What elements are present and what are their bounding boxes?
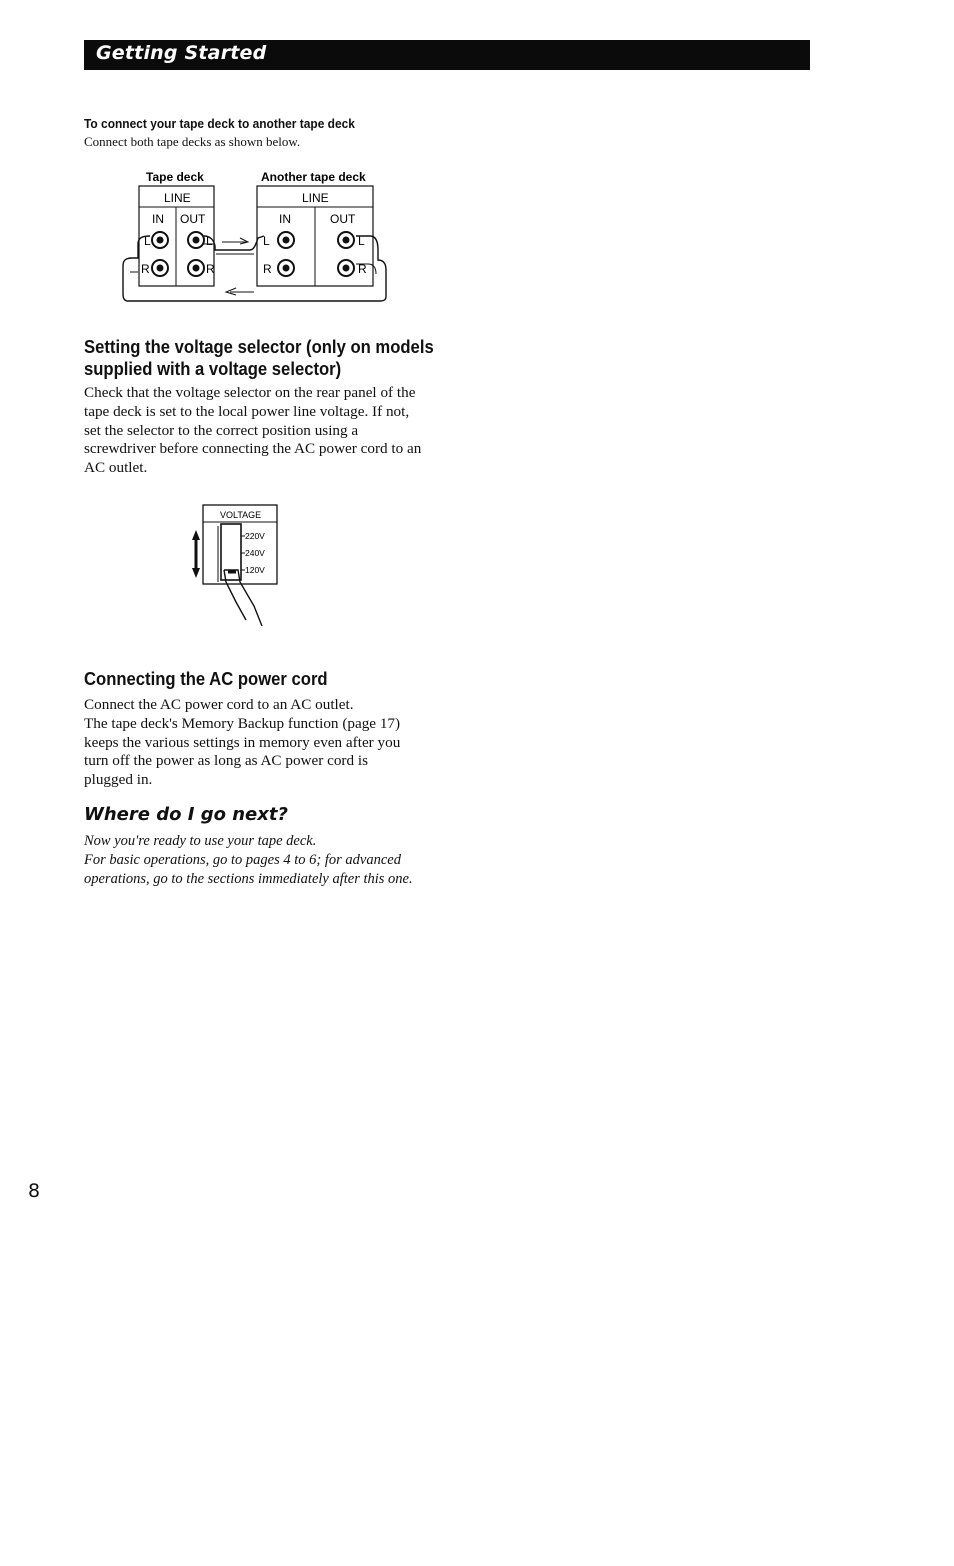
tape-connection-heading: To connect your tape deck to another tape deck xyxy=(84,116,355,131)
power-cord-heading: Connecting the AC power cord xyxy=(84,668,328,689)
power-cord-line1: Connect the AC power cord to an AC outlet. xyxy=(84,696,354,713)
right-deck-title: Another tape deck xyxy=(261,170,366,184)
up-down-arrow-icon xyxy=(192,530,200,578)
voltage-option-3: 120V xyxy=(245,565,265,575)
power-cord-text xyxy=(84,696,419,790)
left-out-r-jack xyxy=(188,260,204,276)
voltage-text xyxy=(84,384,429,478)
right-out-r-jack xyxy=(338,260,354,276)
right-out-r-letter: R xyxy=(358,262,367,276)
right-in-l-jack xyxy=(278,232,294,248)
left-in-l-letter: L xyxy=(144,234,151,248)
tape-deck-connection-diagram xyxy=(118,164,394,306)
right-in-l-letter: L xyxy=(263,234,270,248)
left-line-label: LINE xyxy=(164,191,191,205)
section-title: Getting Started xyxy=(96,42,267,64)
arrow-left-icon xyxy=(226,288,254,295)
next-heading: Where do I go next? xyxy=(84,804,288,825)
power-cord-line2: The tape deck's Memory Backup function (page 17) keeps the various settings in memory even after you turn off the power as long as AC power cord is plugged in. xyxy=(84,714,401,789)
arrow-right-icon xyxy=(222,238,248,244)
next-line2: For basic operations, go to pages 4 to 6; for advanced operations, go to the sections immediately after this one. xyxy=(84,852,413,887)
screwdriver-icon xyxy=(224,570,262,626)
page-number: 8 xyxy=(28,1180,41,1202)
right-in-r-letter: R xyxy=(263,262,272,276)
right-in-label: IN xyxy=(279,212,291,226)
voltage-label: VOLTAGE xyxy=(220,510,262,520)
section-header-bar xyxy=(84,40,810,70)
voltage-heading-line2: supplied with a voltage selector) xyxy=(84,358,342,379)
left-out-l-letter: L xyxy=(206,234,213,248)
left-out-r-letter: R xyxy=(206,262,215,276)
cable-out-to-in xyxy=(204,236,264,250)
voltage-option-2: 240V xyxy=(245,548,265,558)
left-out-l-jack xyxy=(188,232,204,248)
next-line1: Now you're ready to use your tape deck. xyxy=(84,833,317,849)
left-out-label: OUT xyxy=(180,212,206,226)
voltage-heading-line1: Setting the voltage selector (only on models xyxy=(84,336,434,357)
left-deck-title: Tape deck xyxy=(146,170,204,184)
voltage-selector-diagram xyxy=(188,502,284,630)
right-out-l-jack xyxy=(338,232,354,248)
tape-connection-text: Connect both tape decks as shown below. xyxy=(84,134,301,149)
right-line-label: LINE xyxy=(302,191,329,205)
right-out-label: OUT xyxy=(330,212,356,226)
left-in-label: IN xyxy=(152,212,164,226)
left-in-l-jack xyxy=(152,232,168,248)
right-in-r-jack xyxy=(278,260,294,276)
voltage-option-1: 220V xyxy=(245,531,265,541)
next-text xyxy=(84,832,424,889)
left-in-r-jack xyxy=(152,260,168,276)
left-in-r-letter: R xyxy=(141,262,150,276)
voltage-paragraph: Check that the voltage selector on the rear panel of the tape deck is set to the local power line voltage. If not, set the selector to the correct position using a screwdriver before connecting the AC power cord to an AC outlet. xyxy=(84,384,422,477)
right-out-l-letter: L xyxy=(358,234,365,248)
